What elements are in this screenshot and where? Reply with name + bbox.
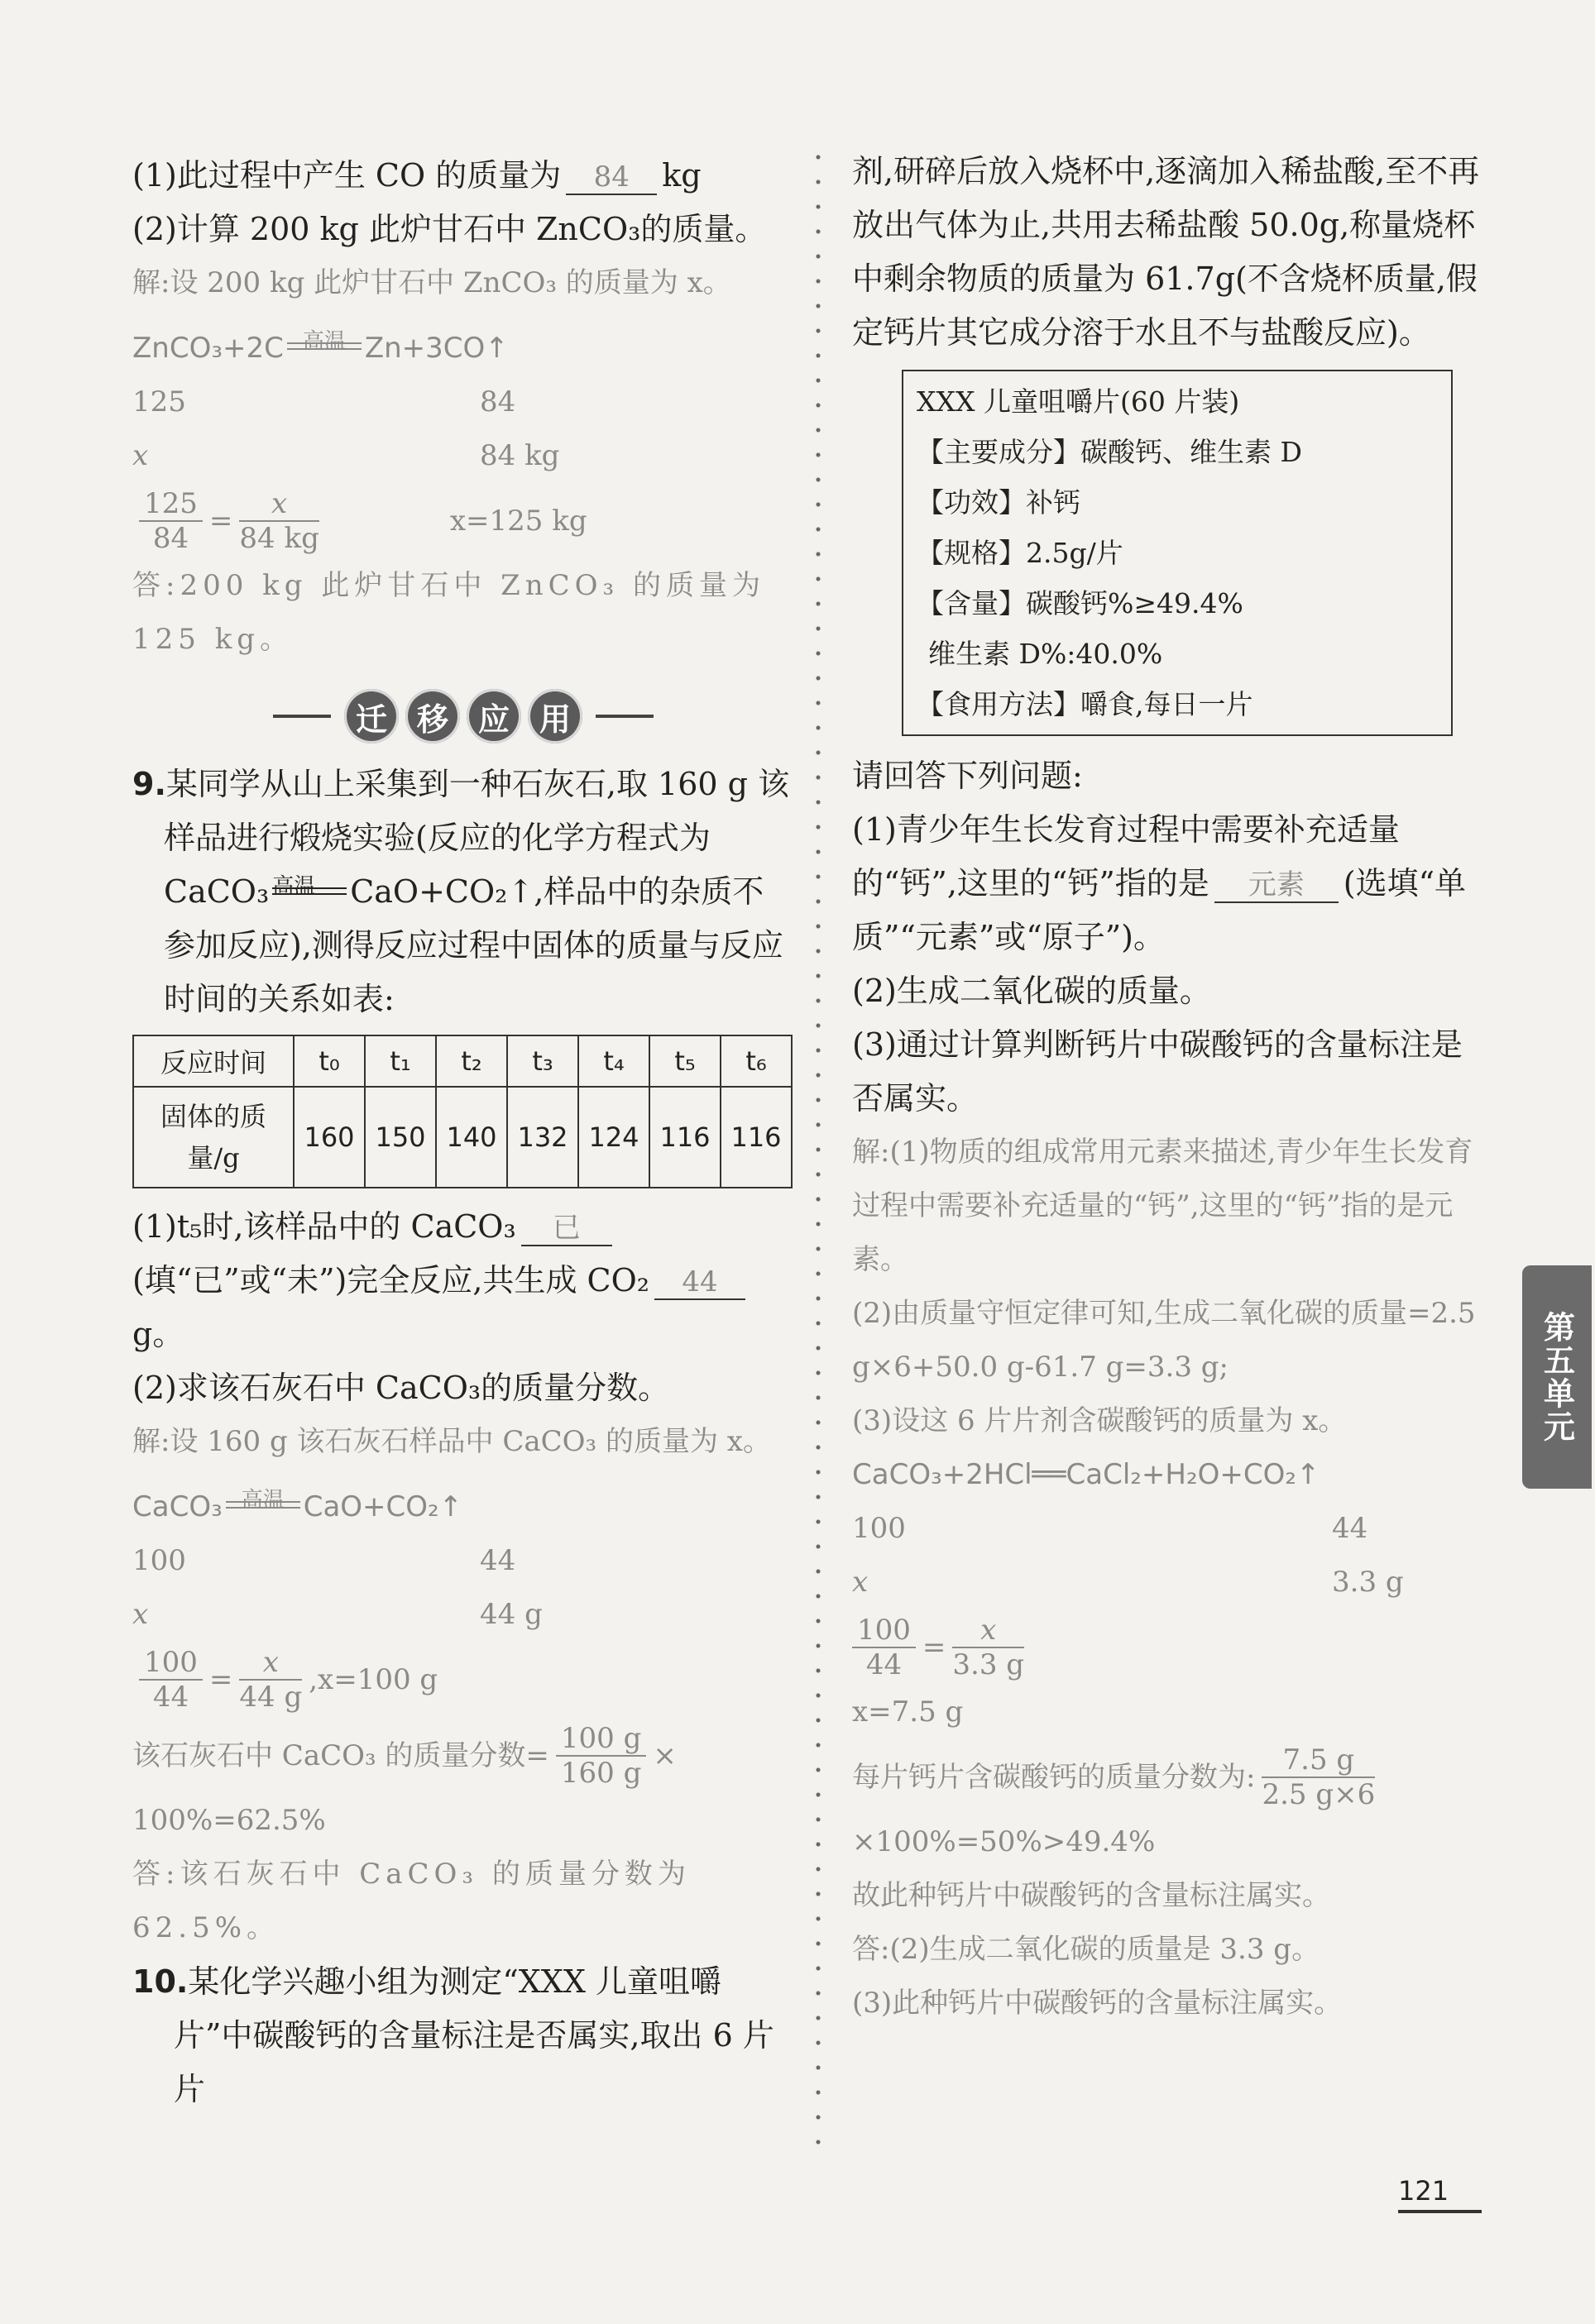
q10-solution-3: (3)设这 6 片片剂含碳酸钙的质量为 x。 xyxy=(852,1404,1347,1437)
label-line: 【食用方法】嚼食,每日一片 xyxy=(917,688,1253,720)
q10-conclusion: 故此种钙片中碳酸钙的含量标注属实。 xyxy=(852,1879,1330,1912)
section-badge: 迁 xyxy=(344,689,399,744)
fraction: $\frac{x}{84 kg}$ xyxy=(239,487,319,555)
q9-part2: (2)求该石灰石中 CaCO₃的质量分数。 xyxy=(132,1370,670,1406)
q10-proportion: $\frac{100}{44}$ = $\frac{x}{3.3 g}$ xyxy=(852,1609,1481,1686)
section-badge: 移 xyxy=(405,689,460,744)
q9-percentage-result: 100%=62.5% xyxy=(132,1804,326,1837)
label-line: 维生素 D%:40.0% xyxy=(928,638,1163,670)
q8-answer-co-mass: 84 xyxy=(566,160,657,195)
q10-part3: (3)通过计算判断钙片中碳酸钙的含量标注是否属实。 xyxy=(852,1026,1463,1117)
q9-answer-complete: 已 xyxy=(521,1212,612,1246)
q10-each-result: ×100%=50%>49.4% xyxy=(852,1825,1156,1858)
section-badge: 应 xyxy=(467,689,521,744)
q8-answer: 答:200 kg 此炉甘石中 ZnCO₃ 的质量为 125 kg。 xyxy=(132,569,765,656)
q9-solution-setup: 解:设 160 g 该石灰石样品中 CaCO₃ 的质量为 x。 xyxy=(132,1425,771,1458)
q10-ask: 请回答下列问题: xyxy=(852,758,1083,794)
label-line: XXX 儿童咀嚼片(60 片装) xyxy=(917,385,1240,418)
q10-solution-2: (2)由质量守恒定律可知,生成二氧化碳的质量=2.5 g×6+50.0 g-61.7 g=3.3 g; xyxy=(852,1297,1476,1384)
label-line: 【主要成分】碳酸钙、维生素 D xyxy=(917,436,1302,468)
q8-proportion: $\frac{125}{84}$ = $\frac{x}{84 kg}$ x=125 kg xyxy=(132,483,794,559)
q9-proportion: $\frac{100}{44}$ = $\frac{x}{44 g}$ ,x=100 g xyxy=(132,1642,794,1718)
q10-each-fraction: 每片钙片含碳酸钙的质量分数为: $\frac{7.5 g}{2.5 g\times 6}$ xyxy=(852,1743,1376,1811)
unit-side-tab: 第五单元 xyxy=(1522,1265,1592,1489)
q10-ratio-row2: x 3.3 g xyxy=(852,1566,1404,1599)
q9-ratio-row1: 100 44 xyxy=(132,1544,516,1577)
q9-equation: CaCO₃ 高温 CaO+CO₂↑ xyxy=(132,1488,463,1523)
q9-ratio-row2: x 44 g xyxy=(132,1598,543,1631)
q10-result: x=7.5 g xyxy=(852,1695,964,1729)
q9-percentage: 该石灰石中 CaCO₃ 的质量分数= $\frac{100 g}{160 g}$ × xyxy=(132,1722,677,1790)
q9-part1: (1)t₅时,该样品中的 CaCO₃ 已(填“已”或“未”)完全反应,共生成 CO₂ 44g。 xyxy=(132,1200,794,1361)
q10-stem-continued: 剂,研碎后放入烧杯中,逐滴加入稀盐酸,至不再放出气体为止,共用去稀盐酸 50.0g,称量烧杯中剩余物质的质量为 61.7g(不含烧杯质量,假定钙片其它成分溶于水且不与盐酸反应)。 xyxy=(852,153,1480,351)
right-column xyxy=(852,145,1481,2030)
q10-ratio-row1: 100 44 xyxy=(852,1512,1368,1545)
q10-part1: (1)青少年生长发育过程中需要补充适量的“钙”,这里的“钙”指的是 元素 (选填“单质”“元素”或“原子”)。 xyxy=(852,811,1467,955)
q10-answer-a: 答:(2)生成二氧化碳的质量是 3.3 g。 xyxy=(852,1933,1320,1966)
q8-part2: (2)计算 200 kg 此炉甘石中 ZnCO₃的质量。 xyxy=(132,211,767,247)
page-number: 121 xyxy=(1398,2175,1482,2213)
left-column xyxy=(132,149,794,2116)
table-row: 固体的质量/g 160 150 140 132 124 116 116 xyxy=(133,1087,792,1188)
label-line: 【含量】碳酸钙%≥49.4% xyxy=(917,587,1243,619)
table-row: 反应时间 t₀ t₁ t₂ t₃ t₄ t₅ t₆ xyxy=(133,1035,792,1087)
q10-answer-element: 元素 xyxy=(1214,868,1339,903)
q9-answer-co2: 44 xyxy=(654,1265,745,1300)
label-line: 【规格】2.5g/片 xyxy=(917,537,1123,569)
q10-part2: (2)生成二氧化碳的质量。 xyxy=(852,973,1211,1009)
q9-data-table xyxy=(132,1035,793,1188)
section-title-transfer-application xyxy=(132,683,794,749)
q8-ratio-row1: 125 84 xyxy=(132,385,516,418)
label-line: 【功效】补钙 xyxy=(917,486,1080,519)
section-badge: 用 xyxy=(528,689,582,744)
product-label-box xyxy=(902,370,1453,736)
q10-equation: CaCO₃+2HCl══CaCl₂+H₂O+CO₂↑ xyxy=(852,1458,1320,1491)
q10-answer-b: (3)此种钙片中碳酸钙的含量标注属实。 xyxy=(852,1987,1343,2020)
q9-answer: 答:该石灰石中 CaCO₃ 的质量分数为 62.5%。 xyxy=(132,1858,691,1944)
q8-solution-setup: 解:设 200 kg 此炉甘石中 ZnCO₃ 的质量为 x。 xyxy=(132,266,731,299)
q8-part1: (1)此过程中产生 CO 的质量为 84 kg xyxy=(132,157,702,194)
q8-equation: ZnCO₃+2C 高温 Zn+3CO↑ xyxy=(132,329,509,365)
fraction: $\frac{125}{84}$ xyxy=(139,487,203,555)
q10-stem: 10.某化学兴趣小组为测定“XXX 儿童咀嚼片”中碳酸钙的含量标注是否属实,取出 6 片片 xyxy=(132,1963,774,2107)
q8-ratio-row2: x 84 kg xyxy=(132,439,560,472)
q9-stem: 9.某同学从山上采集到一种石灰石,取 160 g 该样品进行煅烧实验(反应的化学方程式为 CaCO₃ 高温 CaO+CO₂↑,样品中的杂质不参加反应),测得反应过程中固体的质量与反应时间的关系如表: xyxy=(132,766,790,1017)
column-divider xyxy=(807,141,830,2159)
q10-solution-1: 解:(1)物质的组成常用元素来描述,青少年生长发育过程中需要补充适量的“钙”,这里的“钙”指的是元素。 xyxy=(852,1136,1473,1276)
